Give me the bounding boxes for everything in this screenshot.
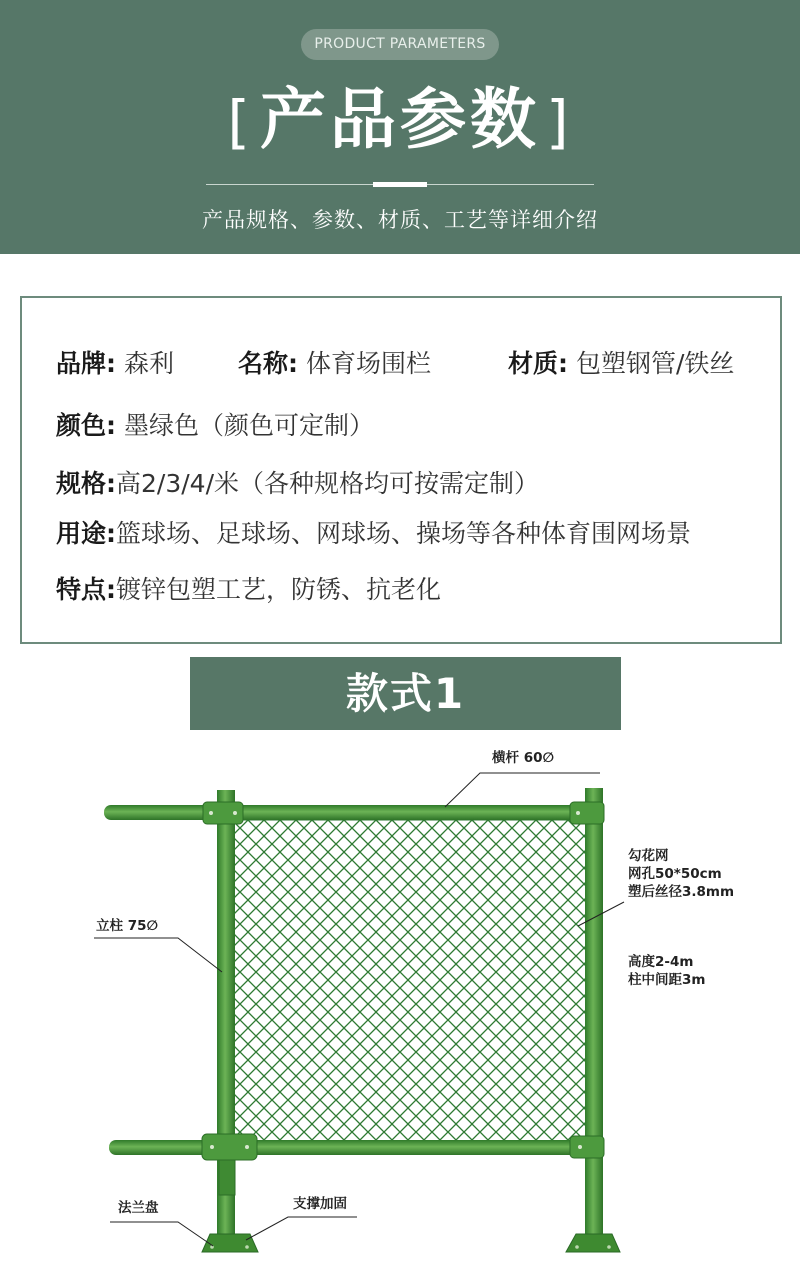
title-text: 产品参数 <box>260 81 540 158</box>
brace-leader <box>246 1217 357 1240</box>
fence-illustration <box>0 740 800 1263</box>
header-banner <box>0 0 800 254</box>
support-brace-fitting <box>219 1160 235 1195</box>
height-label: 高度2-4m <box>628 954 694 970</box>
mesh-label-2: 网孔50*50cm <box>628 866 722 882</box>
header-subtitle: 产品规格、参数、材质、工艺等详细介绍 <box>202 208 598 232</box>
feature-label: 特点: <box>56 575 116 604</box>
right-flange-plate <box>566 1234 620 1252</box>
joint-top-right <box>570 802 604 824</box>
name-label: 名称: <box>238 349 298 378</box>
param-row-color <box>56 410 374 442</box>
chain-link-mesh <box>234 820 588 1142</box>
use-label: 用途: <box>56 519 116 548</box>
product-parameters-tag: PRODUCT PARAMETERS <box>301 29 499 60</box>
spec-value: 高2/3/4/米（各种规格均可按需定制） <box>116 469 539 498</box>
right-post <box>585 788 603 1240</box>
bottom-crossbar <box>109 1140 596 1155</box>
divider-mark <box>373 182 427 187</box>
flange-leader <box>110 1222 213 1246</box>
param-row-spec <box>56 468 539 500</box>
brace-label: 支撑加固 <box>293 1196 347 1212</box>
brand-label: 品牌: <box>56 349 116 378</box>
joint-bottom-right <box>570 1136 604 1158</box>
color-label: 颜色: <box>56 411 116 440</box>
spec-label: 规格: <box>56 469 116 498</box>
page-title <box>0 82 800 160</box>
parameters-panel <box>20 296 782 644</box>
name-value: 体育场围栏 <box>298 349 431 378</box>
spacing-label: 柱中间距3m <box>628 972 706 988</box>
material-label: 材质: <box>508 349 568 378</box>
param-row-use <box>56 518 691 550</box>
title-bracket-right: ] <box>546 88 573 156</box>
post-label: 立柱 75∅ <box>96 918 159 934</box>
mesh-label-3: 塑后丝径3.8mm <box>628 884 735 900</box>
left-flange-plate <box>202 1234 258 1252</box>
mesh-label-1: 勾花网 <box>628 848 669 864</box>
top-crossbar <box>104 805 596 820</box>
post-leader <box>94 938 222 972</box>
use-value: 篮球场、足球场、网球场、操场等各种体育围网场景 <box>116 519 692 548</box>
crossbar-label: 横杆 60∅ <box>492 750 555 766</box>
title-bracket-left: [ <box>227 88 254 156</box>
style-title: 款式1 <box>190 657 621 730</box>
param-row-feature <box>56 574 441 606</box>
flange-label: 法兰盘 <box>118 1200 159 1216</box>
feature-value: 镀锌包塑工艺，防锈、抗老化 <box>116 575 442 604</box>
color-value: 墨绿色（颜色可定制） <box>116 411 374 440</box>
brand-value: 森利 <box>116 349 174 378</box>
fence-diagram <box>0 740 800 1263</box>
material-value: 包塑钢管/铁丝 <box>568 349 735 378</box>
